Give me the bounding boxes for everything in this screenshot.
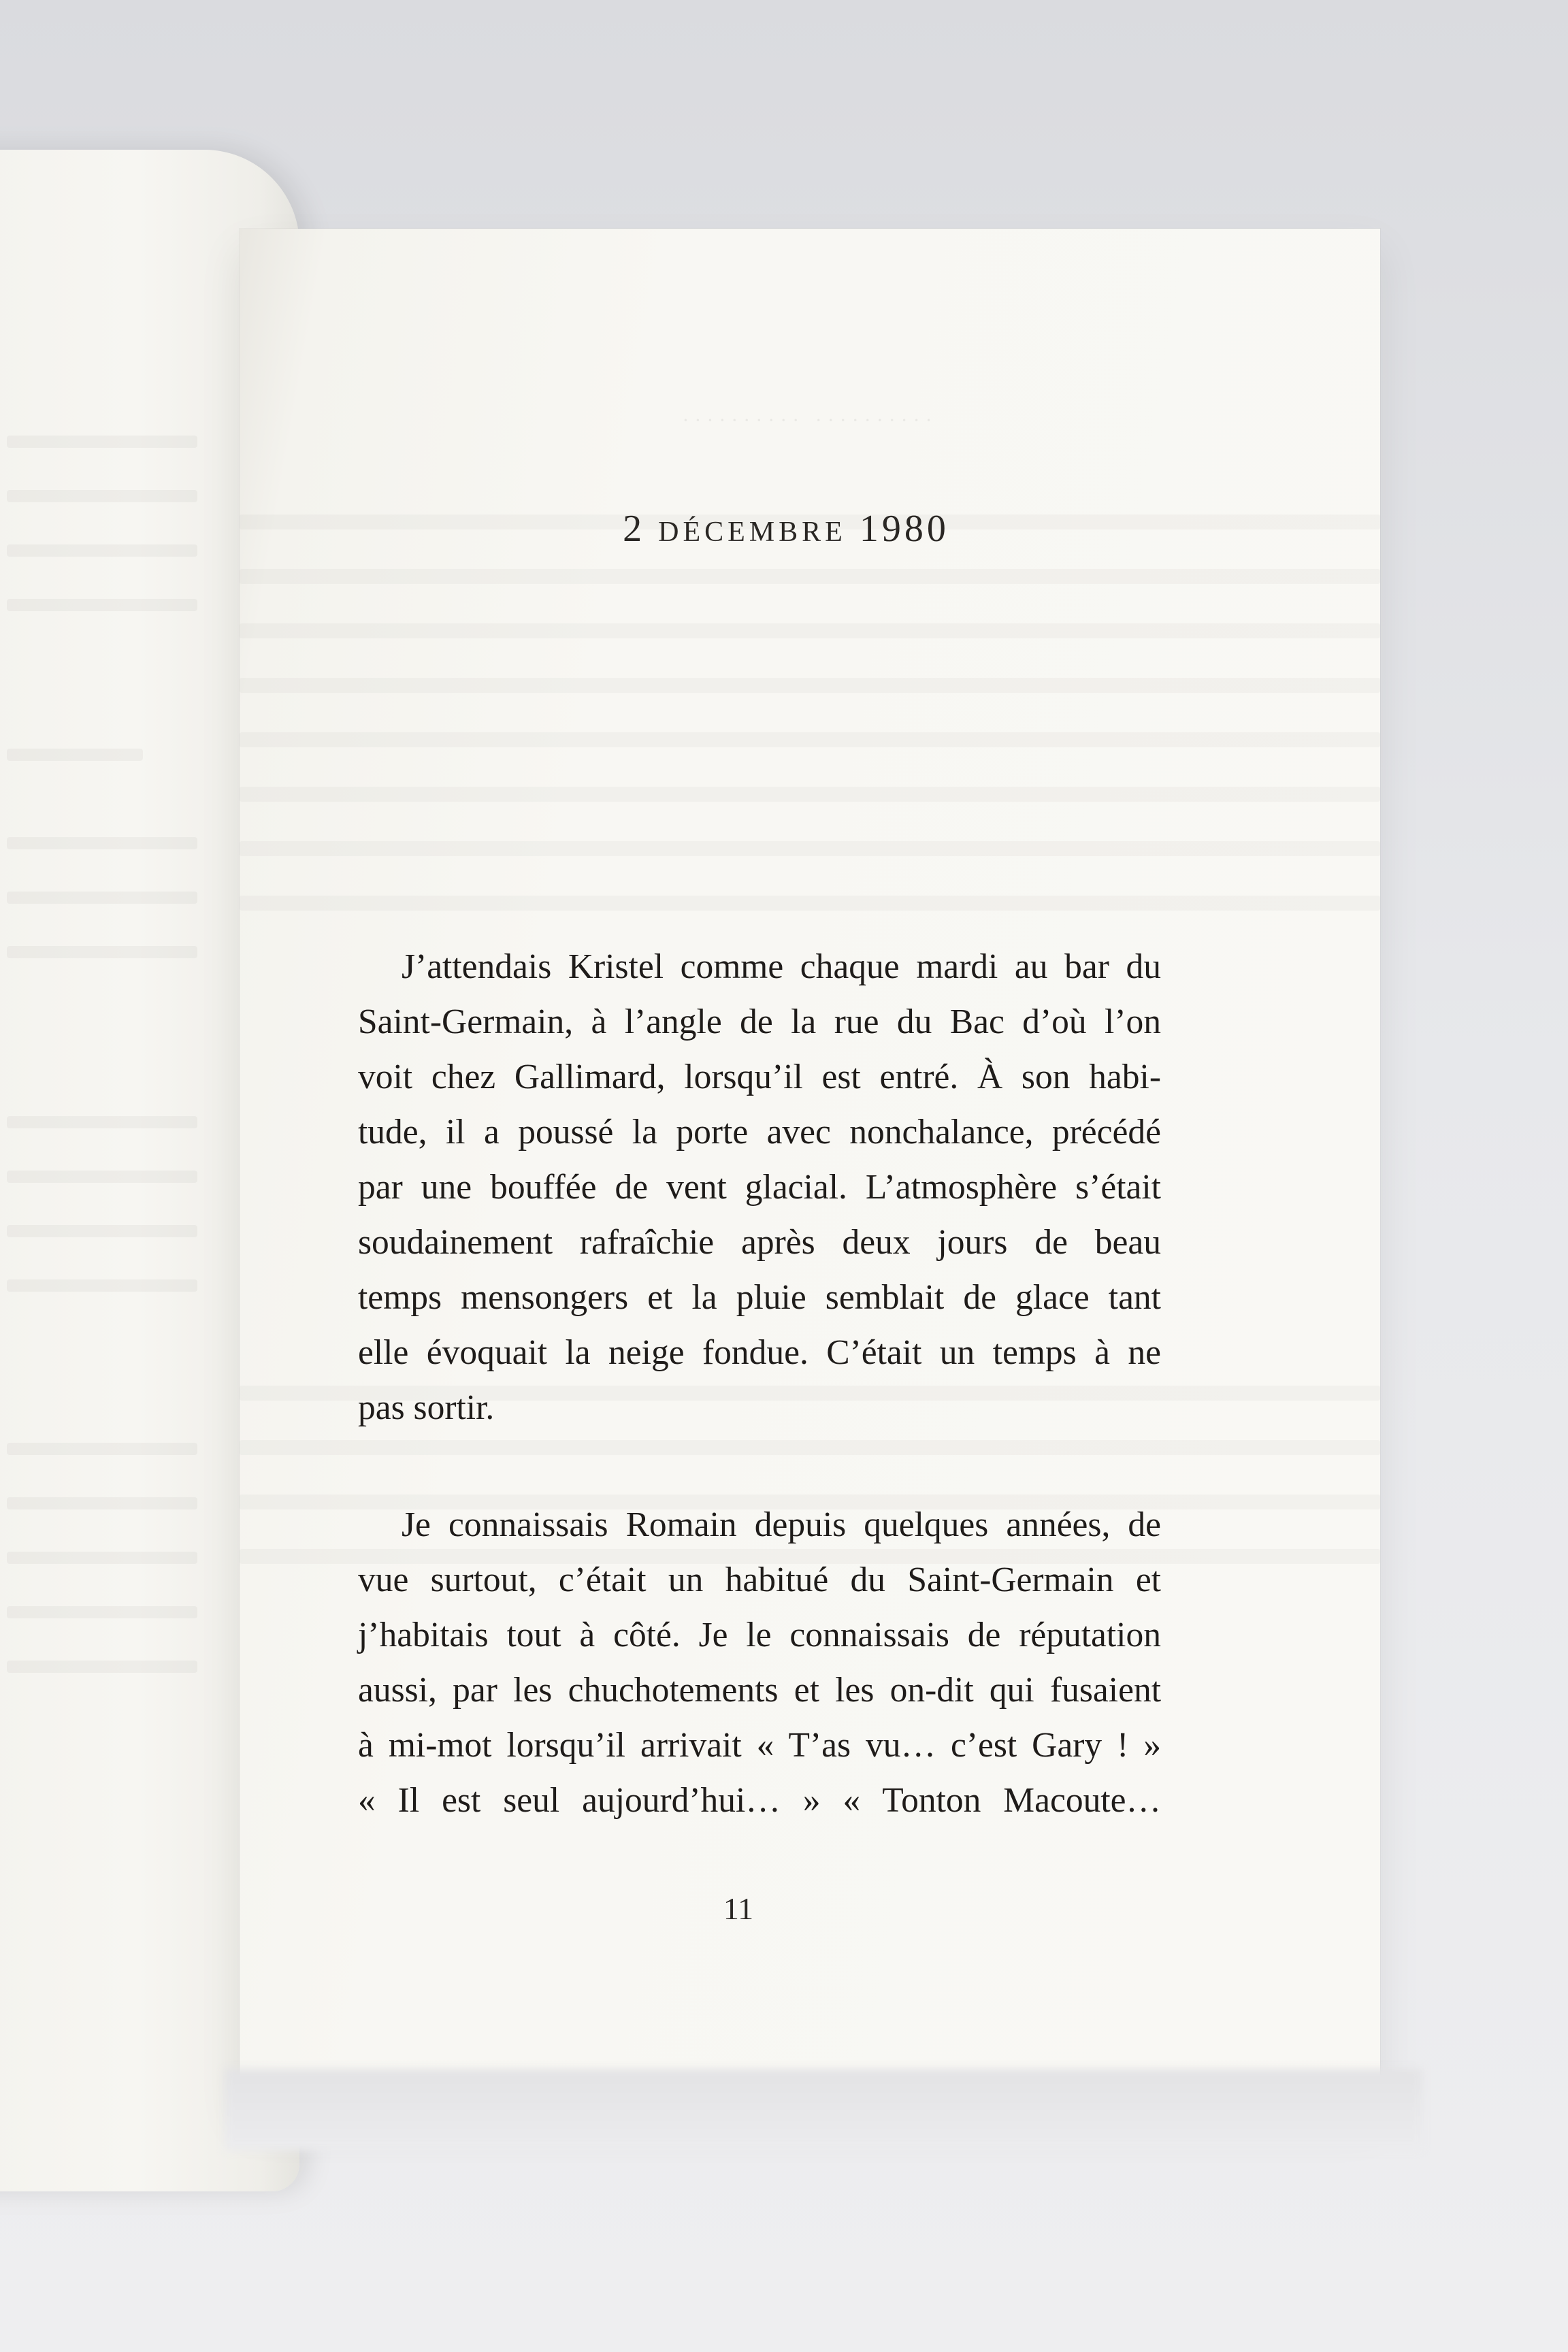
text-line: elle évoquait la neige fondue. C’était un temps à ne (358, 1333, 1161, 1372)
text-line: Saint-Germain, à l’angle de la rue du Bac d’où l’on (358, 1002, 1161, 1041)
text-line: Je connaissais Romain depuis quelques années, de (402, 1505, 1161, 1544)
bleed-through-line (240, 623, 1380, 638)
text-line: temps mensongers et la pluie semblait de glace tant (358, 1278, 1161, 1317)
bleed-through-line (7, 1225, 197, 1237)
bleed-through-line (7, 837, 197, 849)
text-line: par une bouffée de vent glacial. L’atmosphère s’était (358, 1168, 1161, 1207)
text-line: J’attendais Kristel comme chaque mardi au bar du (402, 947, 1161, 986)
text-line: pas sortir. (358, 1388, 495, 1427)
page-number: 11 (723, 1891, 754, 1926)
text-line: vue surtout, c’était un habitué du Saint-Germain et (358, 1561, 1161, 1599)
bleed-through-line (7, 749, 143, 761)
bleed-through-line (240, 732, 1380, 747)
text-line: aussi, par les chuchotements et les on-dit qui fusaient (358, 1671, 1161, 1710)
bleed-through-line (7, 599, 197, 611)
heading-month: DÉCEMBRE (658, 517, 847, 548)
bleed-through-line (240, 1440, 1380, 1455)
page-stack-shadow (225, 2069, 1422, 2151)
bleed-through-line (7, 892, 197, 904)
chapter-date-heading (354, 507, 1218, 551)
bleed-through-line (240, 787, 1380, 802)
paragraph-2 (358, 1497, 1161, 1828)
heading-day: 2 (623, 508, 646, 550)
bleed-through-line (240, 569, 1380, 584)
text-line: tude, il a poussé la porte avec nonchalance, précédé (358, 1113, 1161, 1152)
bleed-through-line (7, 1279, 197, 1292)
bleed-through-line (7, 490, 197, 502)
bleed-through-line (7, 436, 197, 448)
bleed-through-line (240, 678, 1380, 693)
bleed-through-line (7, 1443, 197, 1455)
bleed-through-line (7, 1171, 197, 1183)
bleed-through-line (7, 1497, 197, 1509)
bleed-through-line (7, 1661, 197, 1673)
text-line: à mi-mot lorsqu’il arrivait « T’as vu… c’est Gary ! » (358, 1726, 1161, 1765)
text-line: voit chez Gallimard, lorsqu’il est entré. À son habi- (358, 1058, 1161, 1096)
bleed-through-line (240, 896, 1380, 911)
bleed-through-line (7, 544, 197, 557)
bleed-through-line (7, 1116, 197, 1128)
paragraph-1 (358, 939, 1161, 1435)
bleed-through-running-head: ·········· ·········· (682, 409, 938, 431)
text-line: « Il est seul aujourd’hui… » « Tonton Macoute… (358, 1781, 1161, 1820)
text-line: soudainement rafraîchie après deux jours de beau (358, 1223, 1161, 1262)
bleed-through-line (240, 841, 1380, 856)
heading-year: 1980 (859, 508, 949, 550)
bleed-through-line (7, 946, 197, 958)
bleed-through-line (7, 1552, 197, 1564)
bleed-through-line (7, 1606, 197, 1618)
text-line: j’habitais tout à côté. Je le connaissais de réputation (358, 1616, 1161, 1654)
